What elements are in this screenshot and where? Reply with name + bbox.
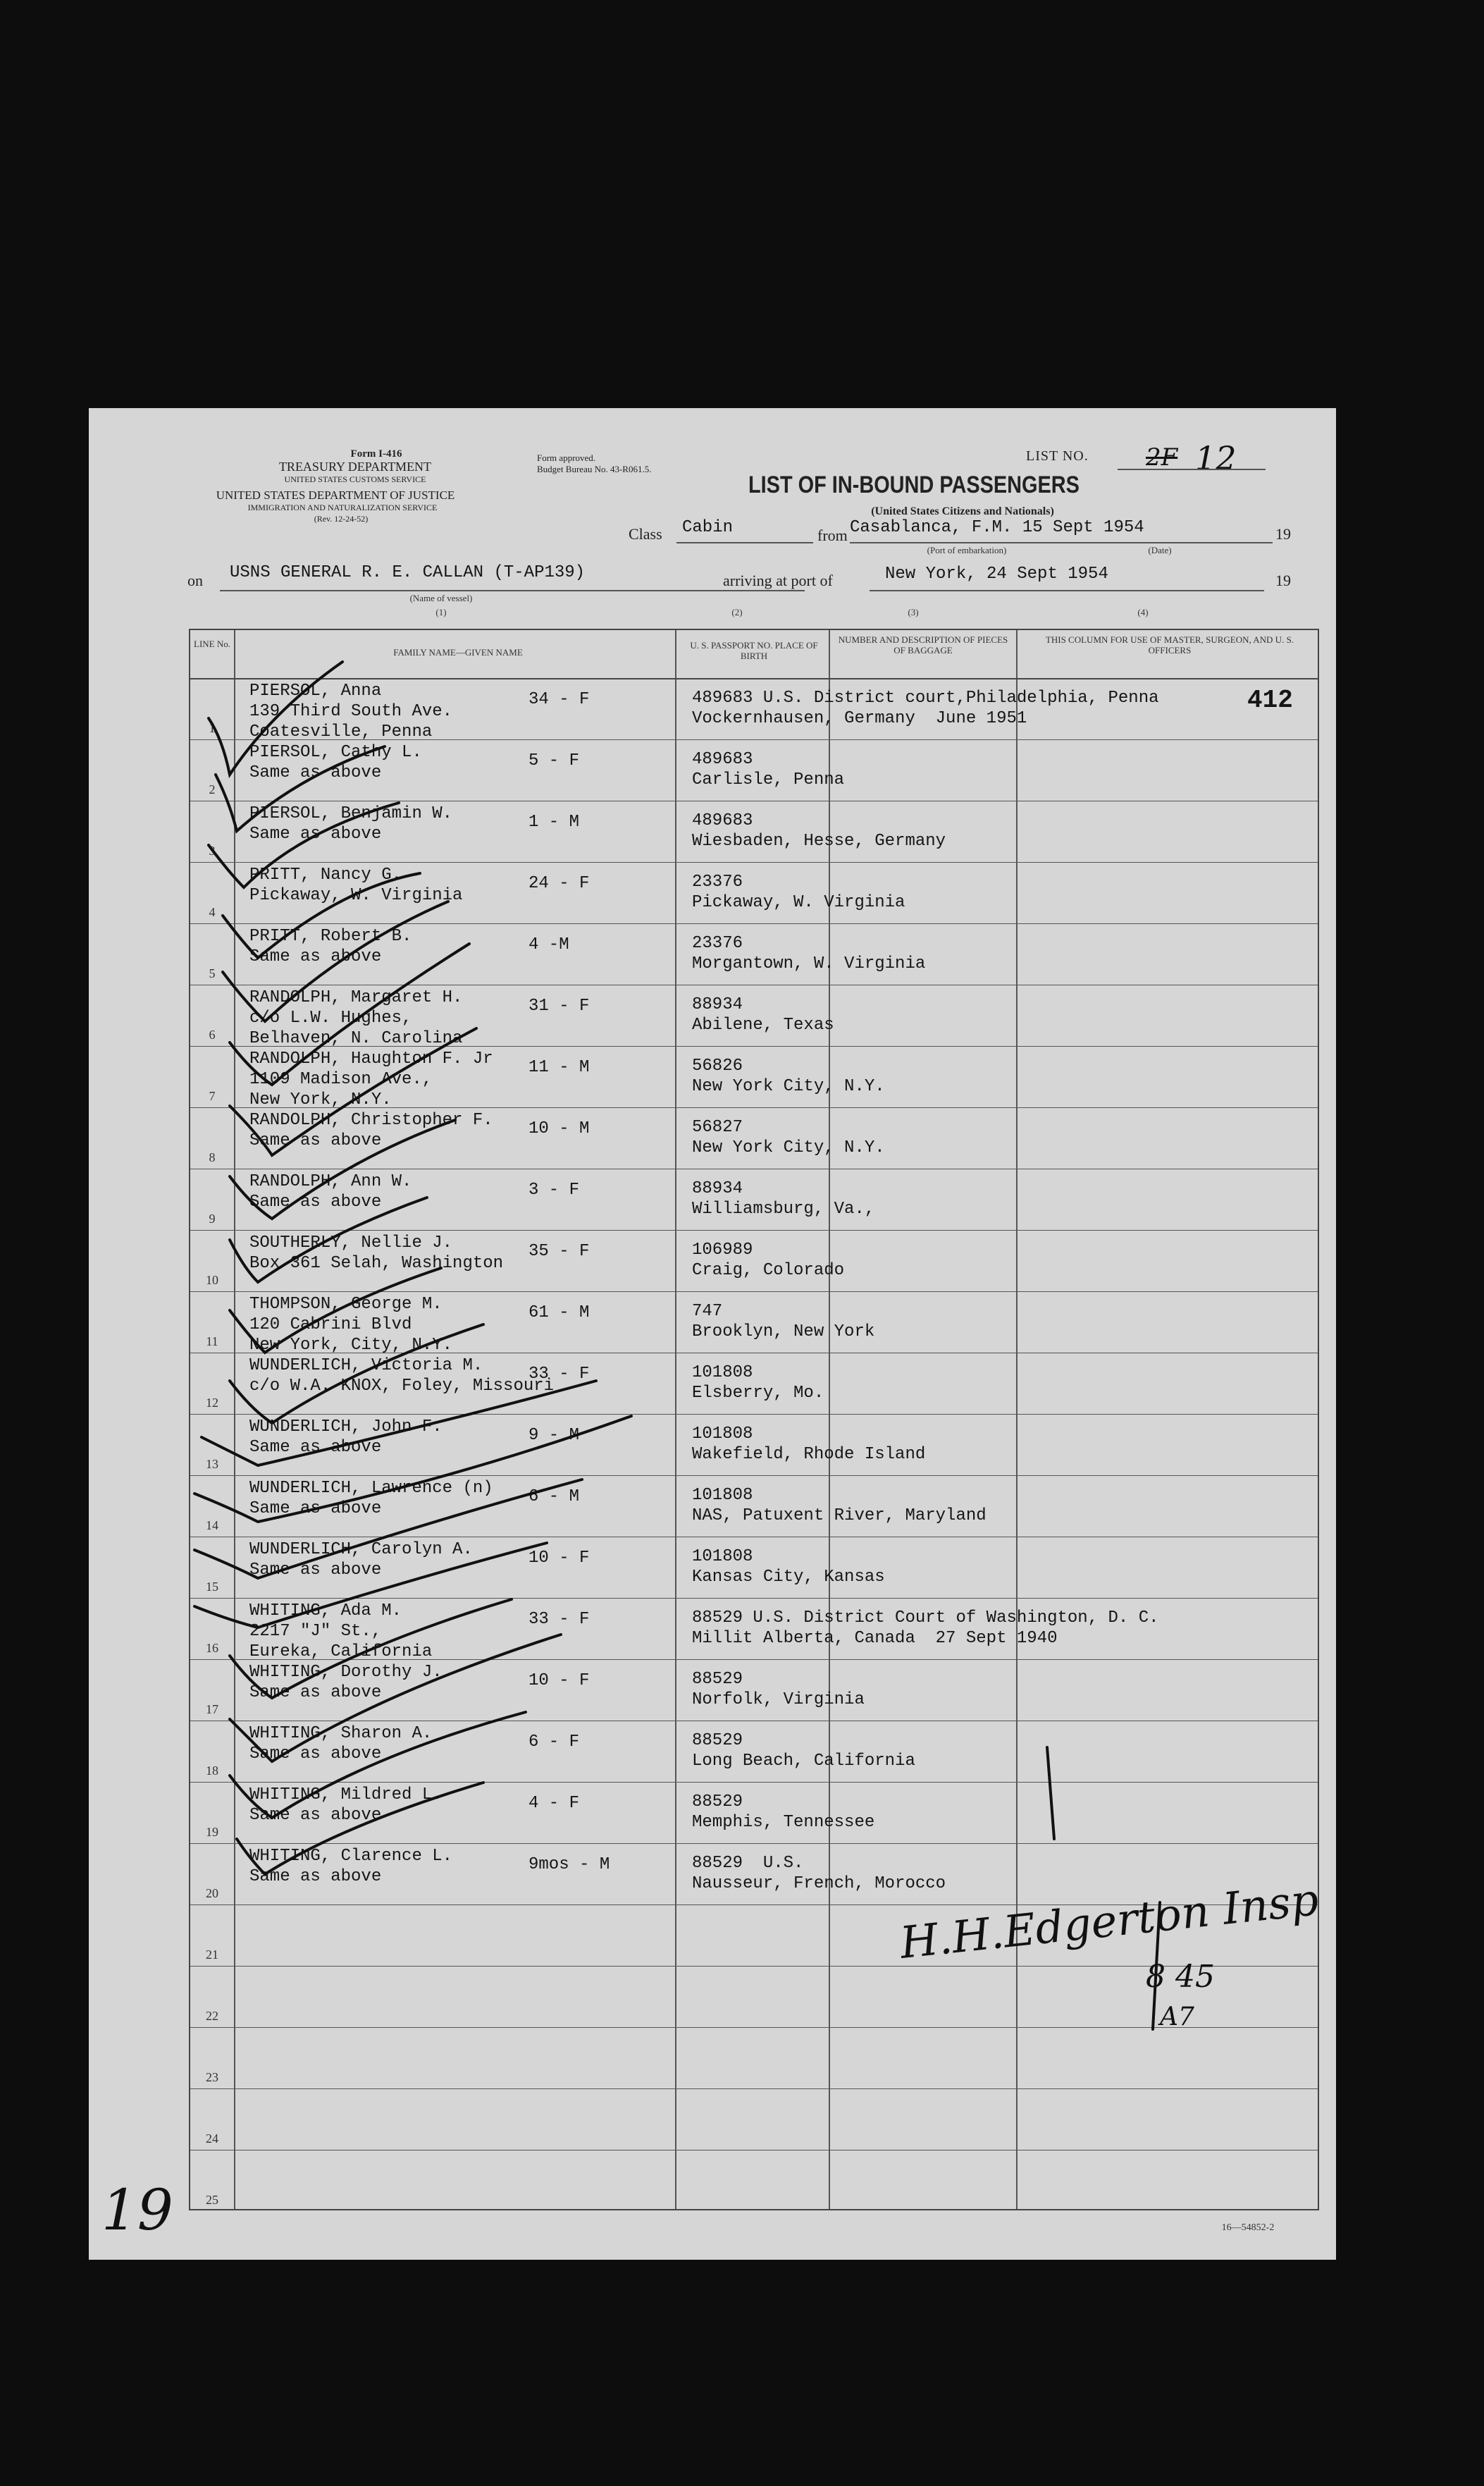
passenger-list-sheet bbox=[89, 408, 1336, 2260]
passenger-name: RANDOLPH, Margaret H. c/o L.W. Hughes, Belhaven, N. Carolina bbox=[249, 988, 463, 1048]
line-number: 16 bbox=[206, 1641, 218, 1655]
passport-birthplace: 489683 Carlisle, Penna bbox=[692, 750, 845, 789]
passenger-age-sex: 10 - F bbox=[528, 1549, 590, 1568]
line-number: 9 bbox=[209, 1212, 216, 1226]
arrival-value: New York, 24 Sept 1954 bbox=[885, 565, 1108, 584]
passport-birthplace: 101808 Elsberry, Mo. bbox=[692, 1363, 824, 1403]
year-suffix: 19 bbox=[1275, 525, 1291, 543]
inspector-signature: H.H.Edgerton Insp bbox=[897, 1873, 1321, 1969]
passenger-age-sex: 6 - F bbox=[528, 1733, 580, 1752]
line-number: 17 bbox=[206, 1702, 218, 1716]
line-number: 12 bbox=[206, 1396, 218, 1410]
passport-birthplace: 88529 U.S. Nausseur, French, Morocco bbox=[692, 1854, 946, 1893]
line-number: 11 bbox=[206, 1334, 218, 1348]
line-number: 15 bbox=[206, 1580, 218, 1594]
passenger-name: RANDOLPH, Christopher F. Same as above bbox=[249, 1111, 493, 1150]
passenger-name: RANDOLPH, Ann W. Same as above bbox=[249, 1172, 412, 1212]
passenger-age-sex: 35 - F bbox=[528, 1242, 590, 1261]
col-num-4: (4) bbox=[1137, 607, 1149, 617]
passport-birthplace: 23376 Morgantown, W. Virginia bbox=[692, 934, 926, 973]
col-num-3: (3) bbox=[908, 607, 919, 617]
passenger-age-sex: 31 - F bbox=[528, 997, 590, 1016]
passenger-age-sex: 5 - F bbox=[528, 751, 580, 770]
passenger-age-sex: 11 - M bbox=[528, 1058, 590, 1077]
col-header-name: FAMILY NAME—GIVEN NAME bbox=[393, 647, 523, 658]
passenger-age-sex: 33 - F bbox=[528, 1610, 590, 1629]
form-approved: Form approved. bbox=[537, 453, 596, 463]
list-no-struck: 2F bbox=[1146, 443, 1178, 472]
passenger-age-sex: 33 - F bbox=[528, 1365, 590, 1384]
department-of-justice: UNITED STATES DEPARTMENT OF JUSTICE bbox=[216, 488, 455, 502]
passenger-age-sex: 9 - M bbox=[528, 1426, 580, 1445]
passenger-name: WHITING, Mildred L. Same as above bbox=[249, 1785, 443, 1825]
line-number: 13 bbox=[206, 1457, 218, 1471]
stamp-412: 412 bbox=[1247, 686, 1293, 715]
vessel-value: USNS GENERAL R. E. CALLAN (T-AP139) bbox=[230, 563, 586, 582]
passenger-age-sex: 10 - M bbox=[528, 1119, 590, 1138]
revision-date: (Rev. 12-24-52) bbox=[314, 514, 369, 524]
passport-birthplace: 101808 NAS, Patuxent River, Maryland bbox=[692, 1486, 987, 1525]
passport-birthplace: 56827 New York City, N.Y. bbox=[692, 1118, 885, 1157]
passport-birthplace: 88529 U.S. District Court of Washington, D. C. Millit Alberta, Canada 27 Sept 1940 bbox=[692, 1608, 1159, 1648]
passenger-name: WHITING, Ada M. 2217 "J" St., Eureka, California bbox=[249, 1601, 433, 1661]
passenger-age-sex: 61 - M bbox=[528, 1303, 590, 1322]
form-number: Form I-416 bbox=[350, 448, 402, 460]
passenger-name: PRITT, Nancy G. Pickaway, W. Virginia bbox=[249, 866, 463, 905]
passport-birthplace: 101808 Kansas City, Kansas bbox=[692, 1547, 885, 1587]
class-value: Cabin bbox=[682, 518, 734, 537]
line-number: 18 bbox=[206, 1764, 218, 1778]
line-number: 23 bbox=[206, 2070, 218, 2084]
passport-birthplace: 747 Brooklyn, New York bbox=[692, 1302, 875, 1341]
embarkation-value: Casablanca, F.M. 15 Sept 1954 bbox=[850, 518, 1144, 537]
passport-birthplace: 88529 Long Beach, California bbox=[692, 1731, 915, 1771]
passenger-name: PRITT, Robert B. Same as above bbox=[249, 927, 412, 966]
page-subtitle: (United States Citizens and Nationals) bbox=[871, 505, 1054, 517]
customs-service: UNITED STATES CUSTOMS SERVICE bbox=[284, 474, 426, 484]
passenger-age-sex: 9mos - M bbox=[528, 1855, 610, 1874]
vessel-caption: (Name of vessel) bbox=[409, 593, 473, 603]
year-suffix-2: 19 bbox=[1275, 572, 1291, 589]
line-number: 7 bbox=[209, 1089, 216, 1103]
port-caption: (Port of embarkation) bbox=[927, 545, 1007, 555]
line-number: 6 bbox=[209, 1028, 216, 1042]
passenger-name: RANDOLPH, Haughton F. Jr 1109 Madison Ave., New York, N.Y. bbox=[249, 1050, 493, 1109]
col-num-1: (1) bbox=[435, 607, 447, 617]
line-number: 21 bbox=[206, 1947, 218, 1962]
passenger-age-sex: 34 - F bbox=[528, 690, 590, 709]
passport-birthplace: 489683 Wiesbaden, Hesse, Germany bbox=[692, 811, 946, 851]
passenger-name: PIERSOL, Cathy L. Same as above bbox=[249, 743, 422, 782]
immigration-service: IMMIGRATION AND NATURALIZATION SERVICE bbox=[247, 503, 438, 512]
passenger-name: WUNDERLICH, Lawrence (n) Same as above bbox=[249, 1479, 493, 1518]
passenger-name: PIERSOL, Benjamin W. Same as above bbox=[249, 804, 453, 844]
line-number: 14 bbox=[206, 1518, 218, 1532]
treasury-department: TREASURY DEPARTMENT bbox=[278, 460, 432, 474]
passenger-age-sex: 10 - F bbox=[528, 1671, 590, 1690]
passenger-name: PIERSOL, Anna 139 Third South Ave. Coatesville, Penna bbox=[249, 682, 453, 742]
passenger-age-sex: 3 - F bbox=[528, 1181, 580, 1200]
line-number: 22 bbox=[206, 2009, 218, 2023]
list-no-value: 12 bbox=[1195, 439, 1237, 477]
fraction-top: 8 45 bbox=[1146, 1959, 1215, 1995]
margin-number: 19 bbox=[101, 2177, 173, 2243]
passenger-age-sex: 6 - M bbox=[528, 1487, 580, 1506]
line-number: 5 bbox=[209, 966, 216, 980]
class-label: Class bbox=[629, 525, 662, 543]
passport-birthplace: 101808 Wakefield, Rhode Island bbox=[692, 1424, 926, 1464]
passenger-age-sex: 24 - F bbox=[528, 874, 590, 893]
passenger-name: WHITING, Sharon A. Same as above bbox=[249, 1724, 433, 1764]
line-number: 4 bbox=[209, 905, 216, 919]
passport-birthplace: 88529 Memphis, Tennessee bbox=[692, 1792, 875, 1832]
col-num-2: (2) bbox=[731, 607, 743, 617]
from-label: from bbox=[817, 527, 848, 544]
passport-birthplace: 88934 Abilene, Texas bbox=[692, 995, 834, 1035]
passport-birthplace: 23376 Pickaway, W. Virginia bbox=[692, 873, 905, 912]
line-number: 1 bbox=[209, 721, 216, 735]
col-header-baggage: NUMBER AND DESCRIPTION OF PIECES OF BAGGAGE bbox=[838, 634, 1008, 656]
arriving-label: arriving at port of bbox=[723, 572, 833, 589]
passenger-name: WHITING, Clarence L. Same as above bbox=[249, 1847, 453, 1886]
passport-birthplace: 56826 New York City, N.Y. bbox=[692, 1057, 885, 1096]
col-header-passport: U. S. PASSPORT NO. PLACE OF BIRTH bbox=[690, 640, 818, 661]
footer-code: 16—54852-2 bbox=[1221, 2222, 1275, 2233]
passenger-name: WHITING, Dorothy J. Same as above bbox=[249, 1663, 443, 1702]
passport-birthplace: 88934 Williamsburg, Va., bbox=[692, 1179, 875, 1219]
line-number: 20 bbox=[206, 1886, 218, 1900]
passenger-name: WUNDERLICH, Victoria M. c/o W.A. KNOX, Foley, Missouri bbox=[249, 1356, 555, 1396]
on-label: on bbox=[187, 572, 203, 589]
line-number: 24 bbox=[206, 2131, 218, 2146]
passport-birthplace: 489683 U.S. District court,Philadelphia, Penna Vockernhausen, Germany June 1951 bbox=[692, 689, 1159, 728]
col-header-officers: THIS COLUMN FOR USE OF MASTER, SURGEON, AND U. S. OFFICERS bbox=[1045, 634, 1294, 656]
check-marks bbox=[89, 408, 1336, 2260]
line-number: 8 bbox=[209, 1150, 216, 1164]
line-number: 19 bbox=[206, 1825, 218, 1839]
page-title: LIST OF IN-BOUND PASSENGERS bbox=[748, 472, 1080, 498]
fraction-bottom: A7 bbox=[1160, 2002, 1194, 2031]
date-caption: (Date) bbox=[1148, 545, 1172, 555]
passenger-name: THOMPSON, George M. 120 Cabrini Blvd New York, City, N.Y. bbox=[249, 1295, 453, 1355]
passport-birthplace: 88529 Norfolk, Virginia bbox=[692, 1670, 865, 1709]
passenger-name: SOUTHERLY, Nellie J. Box 361 Selah, Washington bbox=[249, 1233, 504, 1273]
line-number: 25 bbox=[206, 2193, 218, 2207]
list-no-label: LIST NO. bbox=[1026, 448, 1089, 464]
passenger-age-sex: 1 - M bbox=[528, 813, 580, 832]
line-number: 3 bbox=[209, 844, 216, 858]
budget-bureau: Budget Bureau No. 43-R061.5. bbox=[537, 464, 652, 474]
passenger-name: WUNDERLICH, Carolyn A. Same as above bbox=[249, 1540, 473, 1580]
passenger-name: WUNDERLICH, John F. Same as above bbox=[249, 1417, 443, 1457]
line-number: 2 bbox=[209, 782, 216, 796]
line-number: 10 bbox=[206, 1273, 218, 1287]
passenger-age-sex: 4 -M bbox=[528, 935, 569, 954]
passenger-age-sex: 4 - F bbox=[528, 1794, 580, 1813]
passport-birthplace: 106989 Craig, Colorado bbox=[692, 1241, 845, 1280]
col-header-line-no: LINE No. bbox=[194, 639, 230, 649]
